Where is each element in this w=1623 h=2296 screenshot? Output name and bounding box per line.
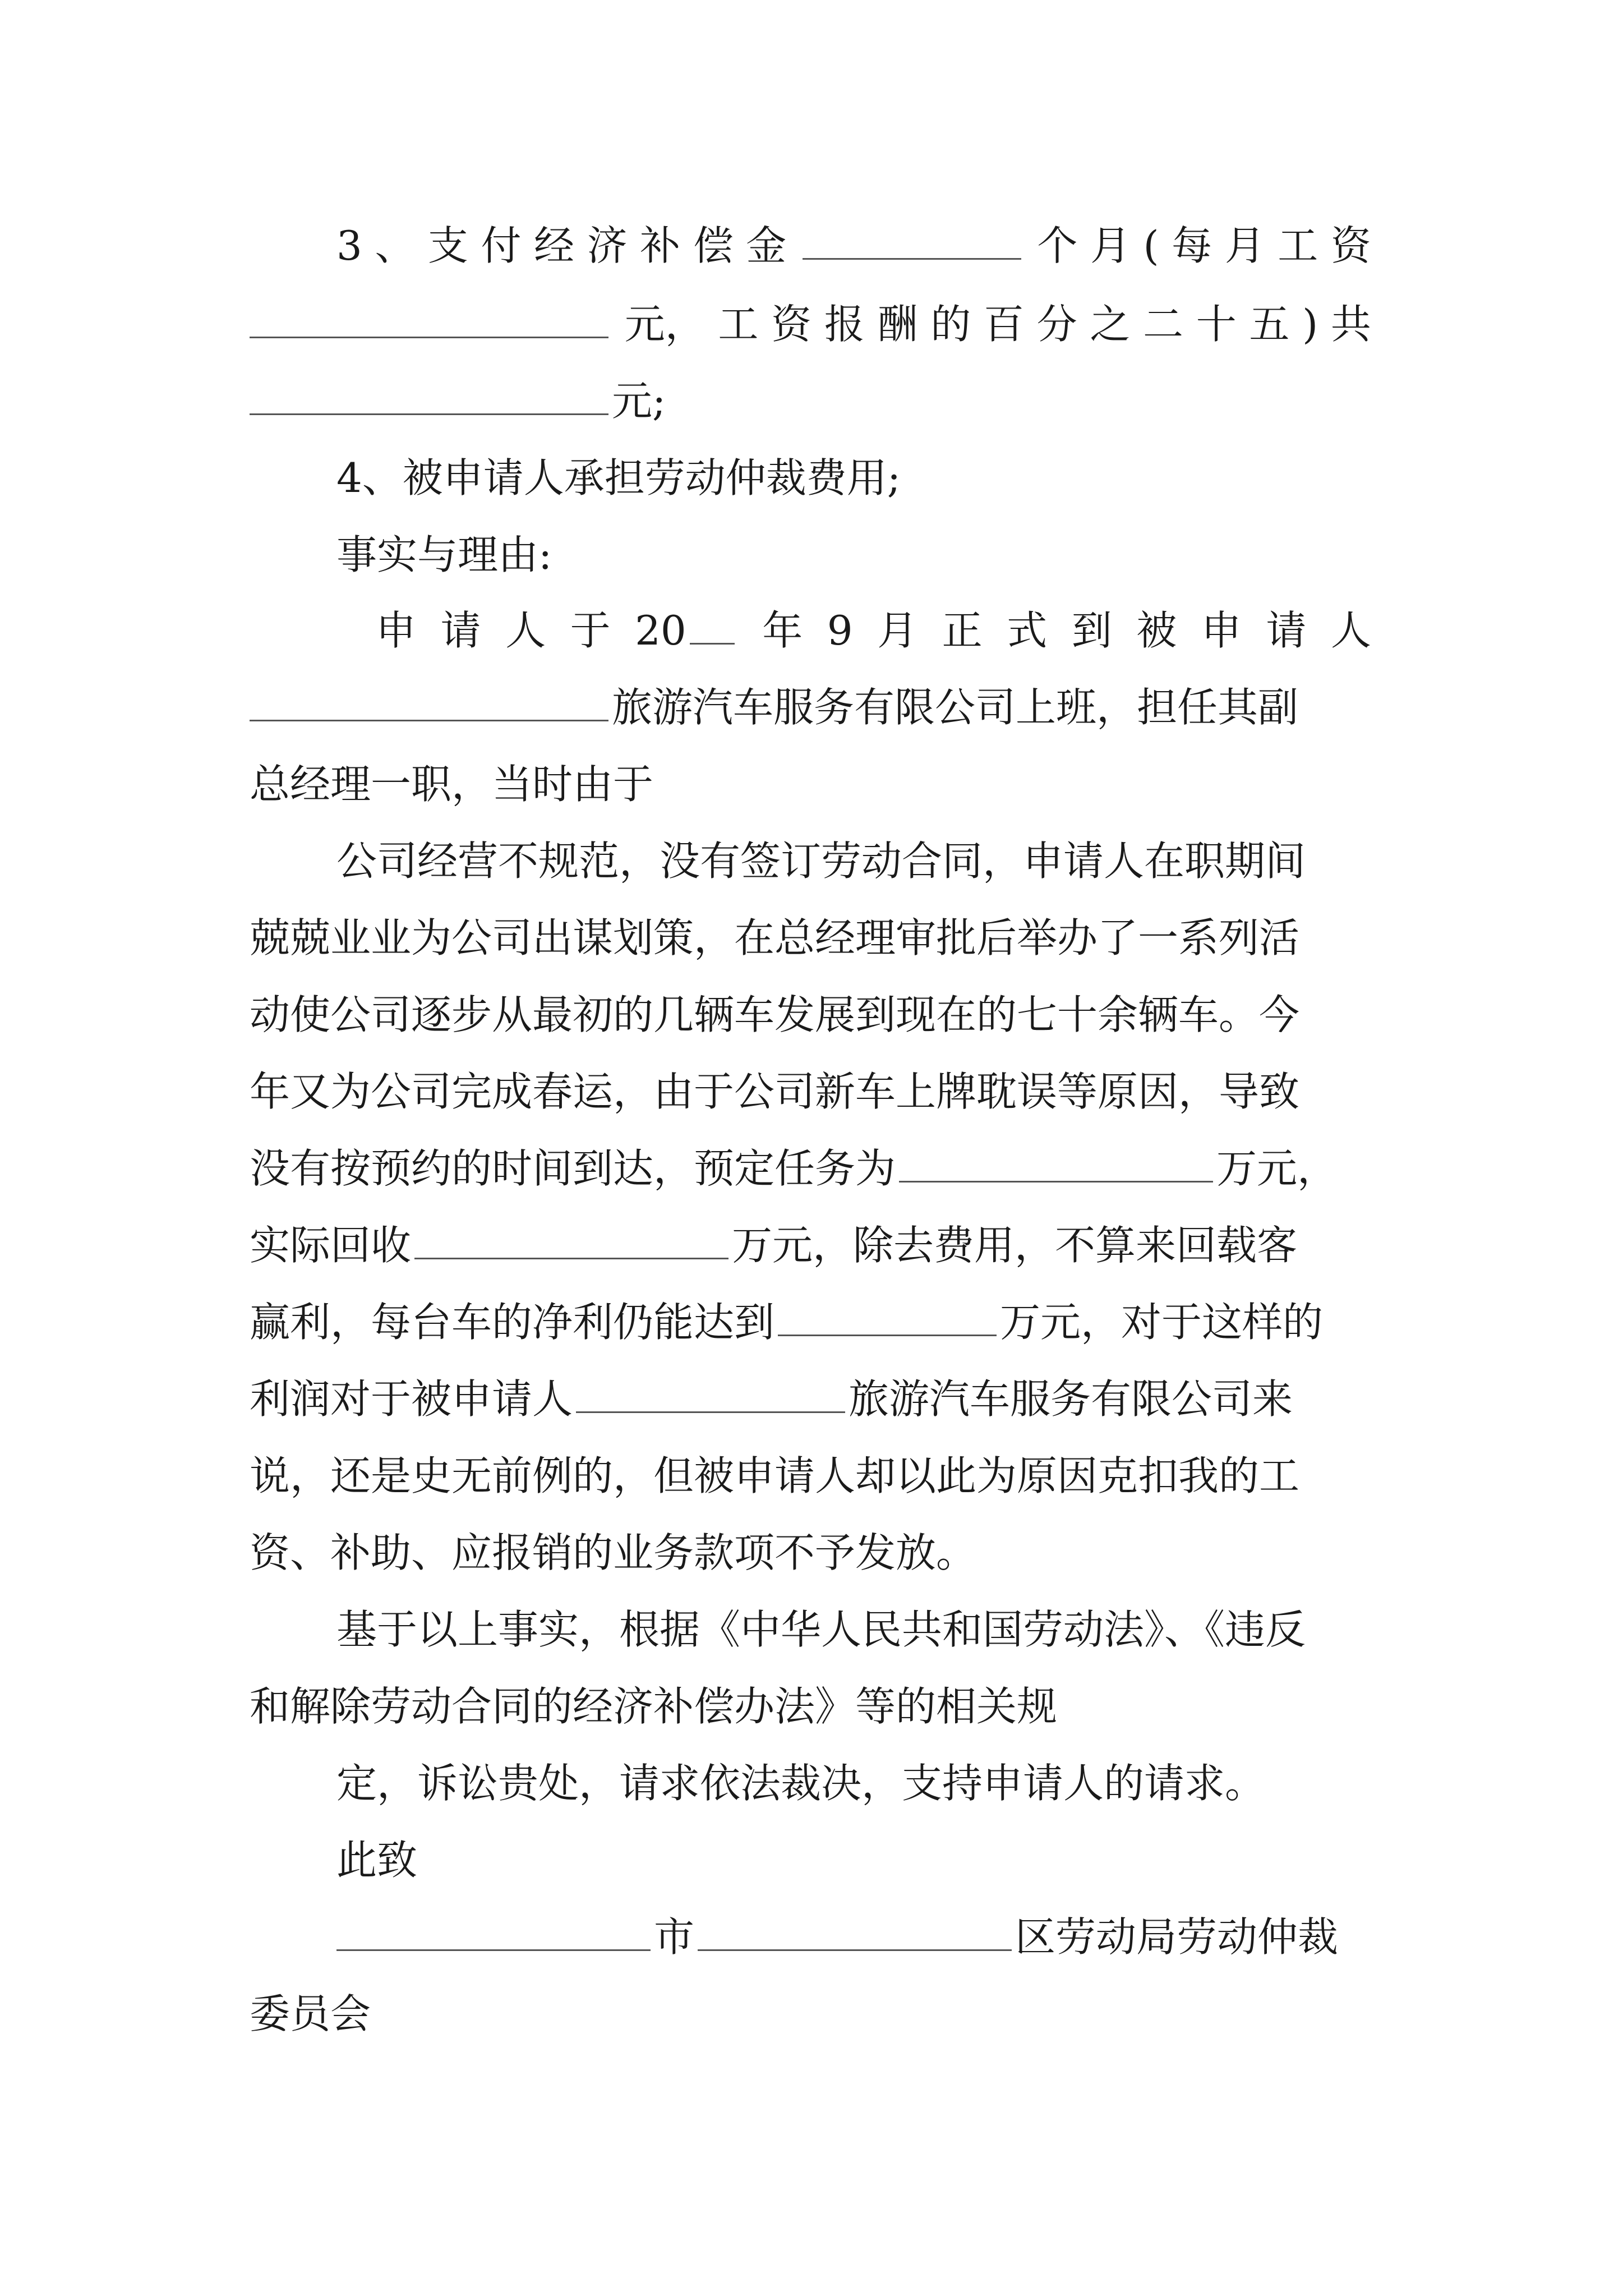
text: 公司经营不规范，没有签订劳动合同，申请人在职期间	[336, 838, 1306, 885]
text: 事实与理由:	[336, 531, 552, 578]
facts-line-13	[250, 1513, 1371, 1592]
fill-blank-months[interactable]	[803, 224, 1021, 260]
text: 元;	[612, 378, 666, 425]
text: 五	[1249, 301, 1290, 348]
text: 4、被申请人承担劳动仲裁费用;	[336, 454, 901, 501]
text: 和解除劳动合同的经济补偿办法》等的相关规	[250, 1683, 1058, 1730]
facts-line-12	[250, 1437, 1371, 1515]
text: 年	[762, 607, 803, 654]
fill-blank-planned-task[interactable]	[899, 1147, 1213, 1182]
text: (	[1143, 222, 1159, 269]
text: 旅游汽车服务有限公司来	[849, 1375, 1293, 1423]
text: 申	[1201, 607, 1242, 654]
text: 补	[640, 222, 681, 269]
text: 酬	[877, 301, 918, 348]
item-4-line	[336, 439, 1371, 517]
text: 金	[746, 222, 787, 269]
text: 9	[827, 607, 853, 654]
text: 式	[1007, 607, 1048, 654]
text: 资	[771, 301, 812, 348]
text: 市	[654, 1913, 695, 1961]
text: 动使公司逐步从最初的几辆车发展到现在的七十余辆车。今	[250, 991, 1300, 1038]
text: 兢兢业业为公司出谋划策，在总经理审批后举办了一系列活	[250, 914, 1300, 961]
item-3-compensation-line	[336, 206, 1371, 285]
basis-line-2	[250, 1667, 1371, 1746]
text: 说，还是史无前例的，但被申请人却以此为原因克扣我的工	[250, 1452, 1300, 1499]
text: 万元，除去费用，不算来回载客	[732, 1222, 1298, 1269]
facts-line-3	[250, 745, 1371, 823]
text: 工	[718, 301, 759, 348]
text: 付	[481, 222, 522, 269]
text: 人	[1330, 607, 1371, 654]
facts-line-4	[336, 822, 1371, 900]
facts-line-1	[376, 591, 1371, 670]
text: 每	[1172, 222, 1212, 269]
fill-blank-year[interactable]	[690, 609, 735, 645]
text: 万元，	[1216, 1145, 1338, 1192]
text: 济	[587, 222, 628, 269]
text: 申	[376, 607, 417, 654]
addressee-line	[336, 1898, 1371, 1976]
text: 区劳动局劳动仲裁	[1015, 1913, 1339, 1961]
facts-line-6	[250, 976, 1371, 1054]
text: 定，诉讼贵处，请求依法裁决，支持申请人的请求。	[336, 1760, 1266, 1807]
fill-blank-monthly-wage[interactable]	[250, 303, 608, 338]
text: 十	[1196, 301, 1237, 348]
fill-blank-company-name[interactable]	[250, 686, 608, 721]
facts-line-9	[250, 1206, 1371, 1285]
fill-blank-district[interactable]	[698, 1916, 1012, 1951]
basis-line-1	[336, 1590, 1371, 1669]
text: 20	[635, 607, 686, 654]
facts-line-8	[250, 1129, 1371, 1208]
text: 报	[824, 301, 865, 348]
text: 请	[440, 607, 481, 654]
text: 工	[1278, 222, 1318, 269]
text: 年又为公司完成春运，由于公司新车上牌耽误等原因，导致	[250, 1068, 1300, 1115]
text: 委员会	[250, 1990, 371, 2037]
text: 没有按预约的时间到达，预定任务为	[250, 1145, 896, 1192]
text: 分	[1036, 301, 1077, 348]
text: 3	[336, 222, 362, 269]
text: 经	[534, 222, 575, 269]
facts-line-11	[250, 1360, 1371, 1438]
text: 百	[983, 301, 1024, 348]
wage-line	[250, 285, 1371, 364]
fill-blank-total[interactable]	[250, 380, 608, 415]
text: )	[1302, 301, 1318, 348]
text: 资、补助、应报销的业务款项不予发放。	[250, 1529, 977, 1576]
text: 赢利，每台车的净利仍能达到	[250, 1299, 775, 1346]
text: 利润对于被申请人	[250, 1375, 573, 1423]
fill-blank-respondent-name[interactable]	[576, 1378, 845, 1413]
text: 实际回收	[250, 1222, 412, 1269]
text: 元，	[624, 301, 706, 348]
total-line	[250, 362, 1371, 440]
request-line	[336, 1744, 1371, 1823]
text: 于	[570, 607, 611, 654]
facts-line-5	[250, 899, 1371, 977]
text: 的	[930, 301, 971, 348]
text: 请	[1266, 607, 1307, 654]
text: 之	[1090, 301, 1131, 348]
facts-line-10	[250, 1283, 1371, 1361]
text: 个	[1037, 222, 1078, 269]
text: 、	[375, 222, 416, 269]
addressee-line-2	[250, 1975, 1371, 2053]
text: 人	[505, 607, 546, 654]
text: 总经理一职，当时由于	[250, 761, 654, 808]
text: 二	[1143, 301, 1184, 348]
fill-blank-actual-return[interactable]	[414, 1224, 728, 1259]
text: 共	[1330, 301, 1371, 348]
text: 月	[1090, 222, 1131, 269]
facts-line-7	[250, 1052, 1371, 1131]
facts-line-2	[250, 668, 1371, 747]
fill-blank-net-profit[interactable]	[778, 1301, 997, 1336]
text: 正	[942, 607, 983, 654]
text: 月	[877, 607, 918, 654]
text: 万元，对于这样的	[1000, 1299, 1324, 1346]
fill-blank-city[interactable]	[336, 1916, 651, 1951]
text: 被	[1136, 607, 1177, 654]
text: 旅游汽车服务有限公司上班，担任其副	[612, 684, 1299, 731]
text: 支	[427, 222, 468, 269]
text: 此致	[336, 1837, 418, 1884]
text: 到	[1071, 607, 1112, 654]
section-heading	[336, 516, 1371, 594]
salutation	[336, 1821, 1371, 1899]
text: 资	[1330, 222, 1371, 269]
text: 基于以上事实，根据《中华人民共和国劳动法》、《违反	[336, 1606, 1306, 1653]
text: 偿	[693, 222, 734, 269]
text: 月	[1224, 222, 1265, 269]
